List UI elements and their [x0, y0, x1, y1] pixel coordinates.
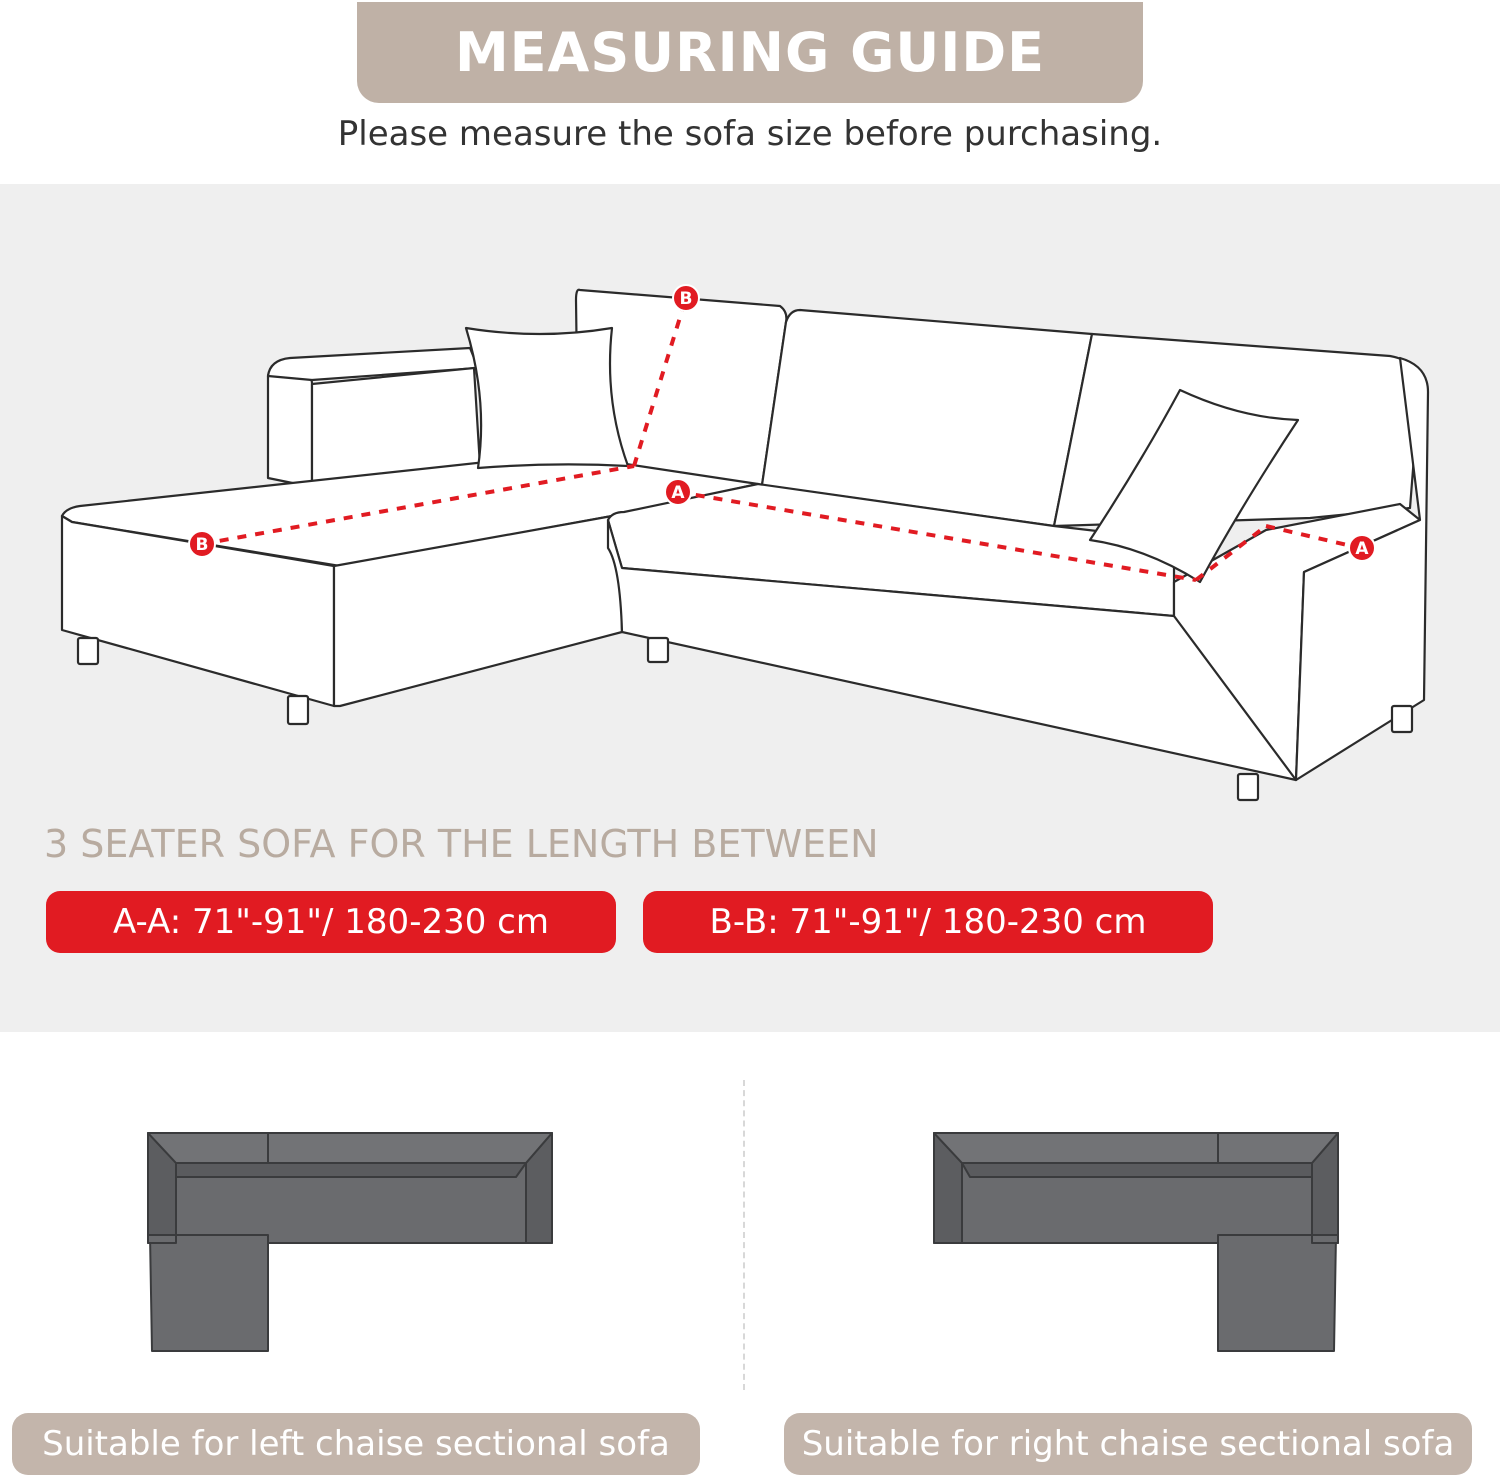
right-chaise-sofa-icon [926, 1125, 1346, 1355]
page-title: MEASURING GUIDE [454, 21, 1046, 84]
svg-text:A: A [1355, 539, 1369, 559]
left-chaise-caption [12, 1413, 700, 1475]
left-chaise-sofa-icon [140, 1125, 560, 1355]
marker-b-left [189, 531, 215, 557]
page-subtitle: Please measure the sofa size before purchasing. [337, 114, 1163, 154]
marker-a-left [665, 479, 691, 505]
measurement-heading: 3 SEATER SOFA FOR THE LENGTH BETWEEN [44, 822, 879, 866]
a-a-label: A-A: 71"-91"/ 180-230 cm [113, 902, 549, 942]
right-chaise-caption-text: Suitable for right chaise sectional sofa [801, 1424, 1455, 1464]
left-chaise-caption-text: Suitable for left chaise sectional sofa [42, 1424, 670, 1464]
section-divider [743, 1080, 745, 1390]
svg-text:B: B [679, 289, 693, 309]
svg-text:A: A [671, 483, 685, 503]
svg-text:B: B [195, 535, 209, 555]
b-b-measurement [643, 891, 1213, 953]
right-chaise-caption [784, 1413, 1472, 1475]
title-banner [357, 2, 1143, 103]
left-cushion [466, 328, 628, 468]
chaise-back [268, 370, 312, 487]
marker-a-right [1349, 535, 1375, 561]
l-sofa-diagram [0, 184, 1500, 824]
a-a-measurement [46, 891, 616, 953]
marker-b-top [673, 285, 699, 311]
b-b-label: B-B: 71"-91"/ 180-230 cm [709, 902, 1147, 942]
